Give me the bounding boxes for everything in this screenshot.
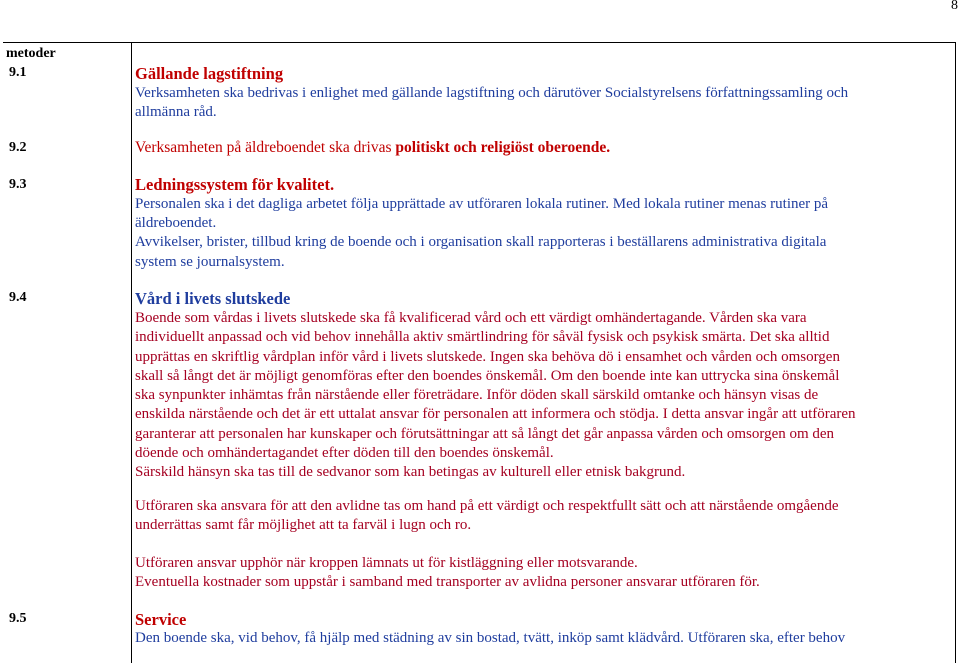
text-line: Utföraren ansvar upphör när kroppen lämnats ut för kistläggning eller motsvarande. xyxy=(135,555,638,571)
text-line: individuellt anpassad och vid behov innehålla aktiv smärtlindring för såväl fysisk och psykisk smärta. Det ska alltid xyxy=(135,329,830,346)
text-line: system se journalsystem. xyxy=(135,253,285,270)
section-heading-9-4: Vård i livets slutskede xyxy=(135,289,291,308)
text-line: garanterar att personalen har kunskaper och förutsättningar att så långt det går anpassa vården och omsorgen om den xyxy=(135,425,835,442)
section-body-9-4 xyxy=(135,309,920,483)
text-line: Utföraren ska ansvara för att den avlidne tas om hand på ett värdigt och respektfullt sätt och att närstående omgående xyxy=(135,498,839,514)
section-body-9-1 xyxy=(135,84,920,122)
section-heading-9-3: Ledningssystem för kvalitet. xyxy=(135,175,335,194)
text-line: allmänna råd. xyxy=(135,104,217,121)
section-number-9-1: 9.1 xyxy=(9,65,27,80)
section-number-9-4: 9.4 xyxy=(9,290,27,305)
text-line: Avvikelser, brister, tillbud kring de boende och i organisation skall rapporteras i beställarens administrativa digitala xyxy=(135,234,827,251)
table-border-right xyxy=(955,43,956,663)
text-plain: Verksamheten på äldreboendet ska drivas xyxy=(135,139,396,156)
section-number-9-3: 9.3 xyxy=(9,177,27,192)
text-line: upprättas en skriftlig vårdplan inför vård i livets slutskede. Ingen ska behöva dö i ensamhet och vården och omsorgen xyxy=(135,348,840,365)
text-line: Boende som vårdas i livets slutskede ska få kvalificerad vård och ett värdigt omhändertagande. Vården ska vara xyxy=(135,310,807,326)
text-line: underrättas samt får möjlighet att ta farväl i lugn och ro. xyxy=(135,517,472,534)
column-divider xyxy=(131,43,132,663)
text-line: Verksamheten ska bedrivas i enlighet med gällande lagstiftning och därutöver Socialstyrelsens författningssamling och xyxy=(135,85,849,101)
text-line: skall så långt det är möjligt genomföras efter den boendes önskemål. Om den boende inte kan uttrycka sina önskemål xyxy=(135,367,840,384)
section-body-9-2 xyxy=(135,138,920,157)
section-body-9-4-para3 xyxy=(135,554,920,592)
section-body-9-5 xyxy=(135,629,920,648)
text-line: Den boende ska, vid behov, få hjälp med städning av sin bostad, tvätt, inköp samt klädvård. Utföraren ska, efter behov xyxy=(135,630,846,646)
section-number-9-5: 9.5 xyxy=(9,611,27,626)
text-line: döende och omhändertagandet efter döden till den boendes önskemål. xyxy=(135,445,554,462)
text-line: ska synpunkter inhämtas från närstående eller företrädare. Inför döden skall särskild omtanke och hänsyn visas de xyxy=(135,387,819,404)
text-bold: politiskt och religiöst oberoende. xyxy=(395,139,611,156)
section-body-9-3 xyxy=(135,195,920,272)
text-line: Särskild hänsyn ska tas till de sedvanor som kan betingas av kulturell eller etnisk bakgrund. xyxy=(135,464,686,481)
section-heading-9-5: Service xyxy=(135,610,187,629)
top-label: metoder xyxy=(6,46,56,61)
section-body-9-4-para2 xyxy=(135,497,920,535)
page-number: 8 xyxy=(951,0,958,13)
text-line: äldreboendet. xyxy=(135,215,217,232)
section-number-9-2: 9.2 xyxy=(9,140,27,155)
section-heading-9-1: Gällande lagstiftning xyxy=(135,64,284,83)
text-line: Eventuella kostnader som uppstår i samband med transporter av avlidna personer ansvarar utföraren för. xyxy=(135,574,760,591)
text-line: enskilda närstående och det är ett uttalat ansvar för personalen att informera och stödja. I detta ansvar ingår att utföraren xyxy=(135,406,856,423)
text-line: Personalen ska i det dagliga arbetet följa upprättade av utföraren lokala rutiner. Med lokala rutiner menas rutiner på xyxy=(135,196,829,212)
